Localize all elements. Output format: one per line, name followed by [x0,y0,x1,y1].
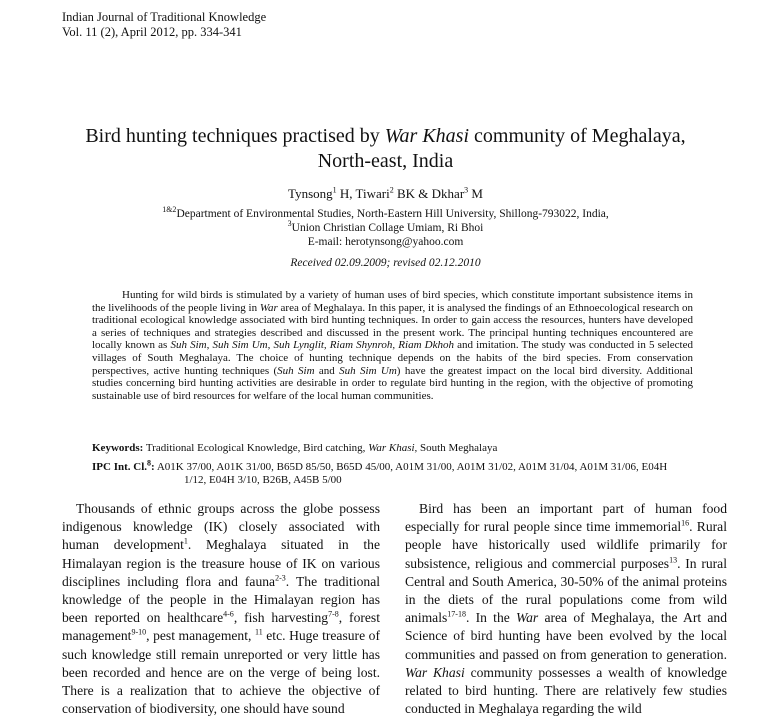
affil-sup-2: 3 [287,219,292,229]
keywords [92,442,732,454]
body-text: Thousands of ethnic groups across the globe possess indigenous knowledge (IK) closely associated with human development [62,501,380,553]
paper-title [0,124,771,174]
abstract-italic: Suh Sim [277,364,315,377]
author-3: BK & Dkhar [393,186,465,201]
citation: 9-10 [131,627,147,637]
paragraph [405,500,727,718]
title-part2: community of Meghalaya, [469,125,686,147]
author-4: M [468,186,483,201]
keywords-italic: War Khasi, [368,442,418,454]
author-3-sup: 3 [464,185,469,195]
body-text: community possesses a wealth of knowledge related to bird hunting. There are relatively few studies conducted in Meghalaya regarding the wild [405,664,727,717]
citation: 1 [183,536,188,546]
title-italic: War Khasi [384,125,470,147]
ipc-label: IPC Int. Cl. [92,461,148,473]
body-column-right [405,500,727,718]
author-2-sup: 2 [389,185,394,195]
affil-line-2: Union Christian Collage Umiam, Ri Bhoi [291,222,484,234]
ipc-line-1: A01K 37/00, A01K 31/00, B65D 85/50, B65D 45/00, A01M 31/00, A01M 31/02, A01M 31/04, A01M 31/06, E04H [154,461,668,473]
ipc-label-sup: 8 [147,458,152,468]
body-text: . In rural Central and South America, 30-50% of the animal proteins in the diets of the rural populations come from wild animals [405,555,727,626]
affil-line-1: Department of Environmental Studies, North-Eastern Hill University, Shillong-793022, India, [176,208,609,220]
affiliation [0,207,771,249]
keywords-text: Traditional Ecological Knowledge, Bird catching, [143,442,369,454]
citation: 11 [254,627,263,637]
citation: 2-3 [275,573,286,583]
journal-issue: Vol. 11 (2), April 2012, pp. 334-341 [62,25,242,39]
body-text: . In the [465,610,517,626]
abstract [92,289,693,402]
body-text: . The traditional knowledge of the people in the Himalayan region has been reported on healthcare [62,573,380,626]
body-text: , fish harvesting [233,610,329,626]
title-line2: North-east, India [317,150,454,172]
body-column-left [62,500,380,718]
ipc-classification [92,458,752,486]
author-list [0,186,771,202]
abstract-text: and imitation. The study was conducted in 5 selected villages of South Meghalaya. The choice of hunting technique depends on the habits of the bird species. From conservation perspectives, active hunting techniques ( [92,339,693,377]
abstract-italic: War [259,301,278,314]
journal-name: Indian Journal of Traditional Knowledge [62,10,267,24]
body-text: . Rural people have historically used wildlife primarily for subsistence, religious and commercial purposes [405,519,727,571]
body-text: . Meghalaya situated in the Himalayan region is the treasure house of IK on various disciplines including flora and fauna [62,537,381,589]
body-text: , pest management, [146,628,255,644]
body-text: area of Meghalaya, the Art and Science of bird hunting have been evolved by the local communities and passed on from generation to generation. [405,610,727,662]
paragraph [62,500,380,718]
body-italic: War [516,610,539,626]
keywords-label: Keywords: [92,442,144,454]
body-italic: War Khasi [405,664,465,680]
received-dates: Received 02.09.2009; revised 02.12.2010 [290,257,481,269]
keywords-text: South Meghalaya [417,442,498,454]
citation: 13 [669,555,678,565]
title-part1: Bird hunting techniques practised by [85,125,385,147]
citation: 7-8 [328,609,339,619]
abstract-text: Hunting for wild birds is stimulated by a variety of human uses of bird species, which constitute important subsistence items in the livelihoods of the people living in [92,289,693,314]
journal-header [62,10,266,40]
affil-sup-1: 1&2 [162,205,177,215]
abstract-text: and [314,364,340,377]
author-1-sup: 1 [332,185,337,195]
abstract-italic: Suh Sim Um [339,364,397,377]
abstract-italic: Suh Sim, Suh Sim Um, Suh Lynglit, Riam Shynroh, Riam Dkhoh [170,339,454,352]
author-1: Tynsong [288,186,333,201]
affil-email: E-mail: herotynsong@yahoo.com [307,236,464,248]
citation: 17-18 [447,609,466,619]
ipc-colon: : [151,461,155,473]
citation: 16 [681,518,690,528]
abstract-text: ) have the greatest impact on the local bird diversity. Additional studies concerning bird hunting activities are desirable in order to regulate bird hunting in the region, with the objective of promoting sustainable use of bird resources for welfare of the local human communities. [92,364,693,402]
body-text: Bird has been an important part of human food especially for rural people since time immemorial [405,501,727,535]
citation: 4-6 [223,609,234,619]
body-text: , forest management [62,610,380,644]
ipc-line-2: 1/12, E04H 3/10, B26B, A45B 5/00 [184,473,342,486]
body-text: etc. Huge treasure of such knowledge still remain unreported or very little has been recorded and hence are on the verge of being lost. There is a realization that to achieve the objective of conservation of biodiversity, one should have sound [62,628,380,717]
author-2: H, Tiwari [336,186,390,201]
abstract-text: area of Meghalaya. In this paper, it is analysed the findings of an Ethnoecological research on traditional ecological knowledge associated with bird hunting techniques. In order to gain access the resources, hunters have developed a series of techniques and strategies described and discussed in the present work. The principal hunting techniques encountered are locally known as [92,301,693,352]
